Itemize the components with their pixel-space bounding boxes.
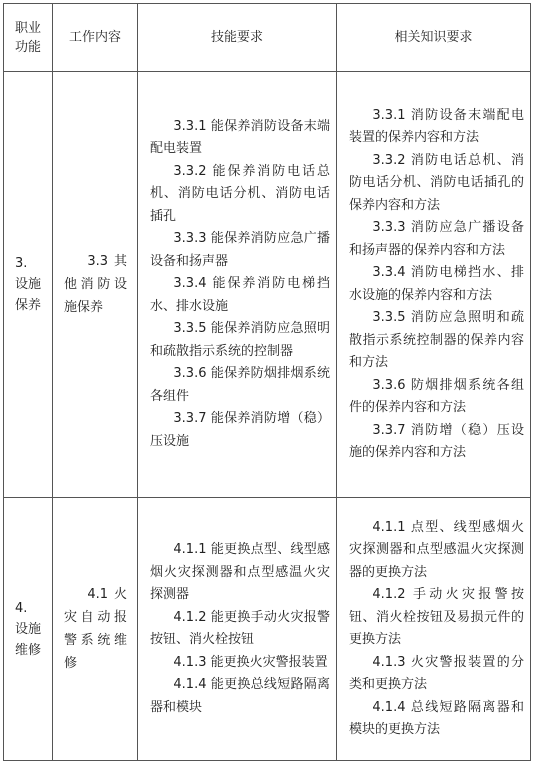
knowledge-item: 4.1.4 总线短路隔离器和模块的更换方法 (349, 699, 524, 737)
skill-item: 3.3.5 能保养消防应急照明和疏散指示系统的控制器 (150, 321, 330, 359)
table-row (4, 498, 531, 761)
skills-table (3, 3, 531, 761)
content-cell (53, 498, 138, 761)
header-content: 工作内容 (53, 4, 138, 72)
knowledge-item: 3.3.3 消防应急广播设备和扬声器的保养内容和方法 (349, 220, 524, 258)
skill-item: 3.3.7 能保养消防增（稳）压设施 (150, 411, 330, 449)
knowledge-item: 3.3.7 消防增（稳）压设施的保养内容和方法 (349, 422, 524, 460)
skill-item: 3.3.3 能保养消防应急广播设备和扬声器 (150, 231, 330, 269)
skill-cell (138, 498, 337, 761)
skill-item: 4.1.2 能更换手动火灾报警按钮、消火栓按钮 (150, 609, 330, 647)
knowledge-item: 3.3.5 消防应急照明和疏散指示系统控制器的保养内容和方法 (349, 310, 524, 370)
skill-item: 4.1.1 能更换点型、线型感烟火灾探测器和点型感温火灾探测器 (150, 542, 330, 602)
knowledge-item: 4.1.3 火灾警报装置的分类和更换方法 (349, 654, 524, 692)
func-label: 4. 设施维修 (15, 600, 42, 658)
content-label: 3.3 其他消防设施保养 (64, 254, 127, 315)
knowledge-item: 3.3.1 消防设备末端配电装置的保养内容和方法 (349, 107, 524, 145)
skill-cell (138, 72, 337, 498)
table-header-row (4, 4, 531, 72)
knowledge-item: 4.1.2 手动火灾报警按钮、消火栓按钮及易损元件的更换方法 (349, 587, 524, 647)
header-func-label: 职业 功能 (14, 20, 41, 55)
knowledge-item: 3.3.2 消防电话总机、消防电话分机、消防电话插孔的保养内容和方法 (349, 152, 524, 213)
func-cell (4, 72, 53, 498)
table-row (4, 72, 531, 498)
content-cell (53, 72, 138, 498)
knowledge-cell (337, 498, 531, 761)
skill-item: 3.3.6 能保养防烟排烟系统各组件 (150, 366, 330, 404)
knowledge-item: 3.3.6 防烟排烟系统各组件的保养内容和方法 (349, 377, 524, 415)
header-knowledge: 相关知识要求 (337, 4, 531, 72)
func-cell (4, 498, 53, 761)
skill-item: 3.3.2 能保养消防电话总机、消防电话分机、消防电话插孔 (150, 163, 330, 224)
content-label: 4.1 火灾自动报警系统维修 (64, 587, 127, 671)
skill-item: 3.3.1 能保养消防设备末端配电装置 (150, 118, 330, 157)
func-label: 3. 设施保养 (15, 256, 42, 313)
skill-item: 4.1.3 能更换火灾警报装置 (173, 654, 328, 670)
skill-item: 4.1.4 能更换总线短路隔离器和模块 (150, 677, 330, 715)
header-skill: 技能要求 (138, 4, 337, 72)
knowledge-cell (337, 72, 531, 498)
knowledge-item: 4.1.1 点型、线型感烟火灾探测器和点型感温火灾探测器的更换方法 (349, 519, 524, 580)
knowledge-item: 3.3.4 消防电梯挡水、排水设施的保养内容和方法 (349, 265, 524, 303)
header-func (4, 4, 53, 72)
skill-item: 3.3.4 能保养消防电梯挡水、排水设施 (150, 276, 330, 314)
